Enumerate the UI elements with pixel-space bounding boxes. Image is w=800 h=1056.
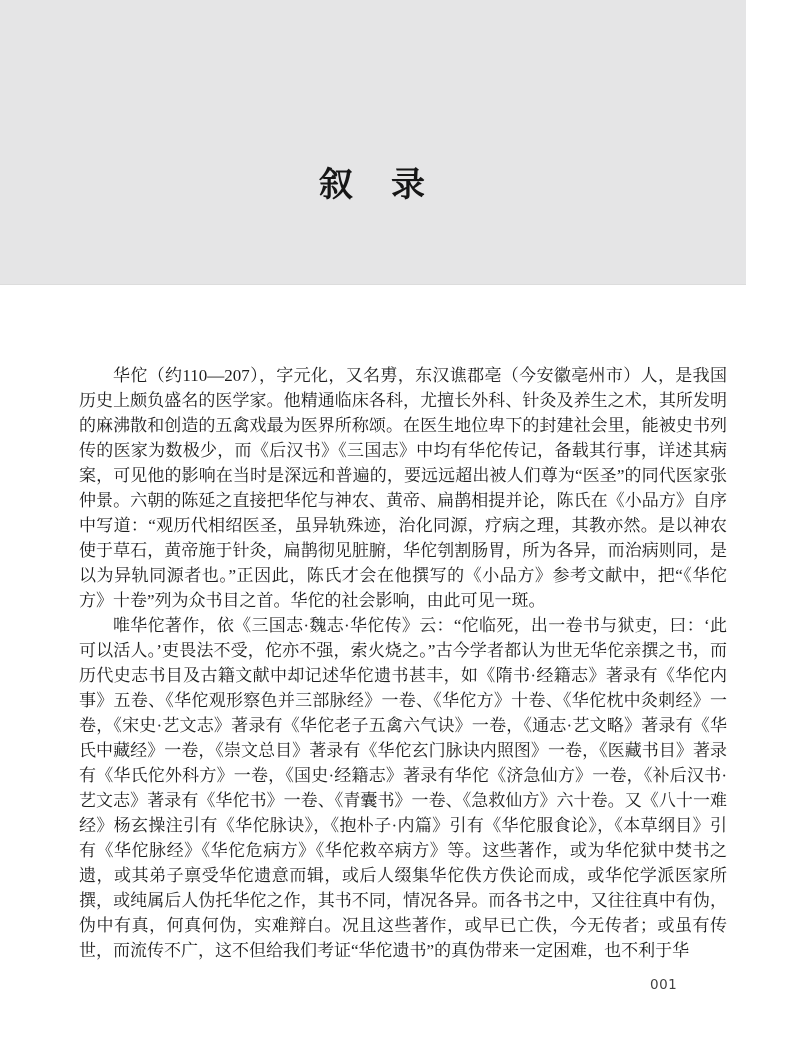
body-text	[79, 363, 727, 963]
paragraph: 华佗（约110—207），字元化，又名旉，东汉谯郡亳（今安徽亳州市）人，是我国历史上颇负盛名的医学家。他精通临床各科，尤擅长外科、针灸及养生之术，其所发明的麻沸散和创造的五禽戏最为医界所称颂。在医生地位卑下的封建社会里，能被史书列传的医家为数极少，而《后汉书》《三国志》中均有华佗传记，备载其行事，详述其病案，可见他的影响在当时是深远和普遍的，要远远超出被人们尊为“医圣”的同代医家张仲景。六朝的陈延之直接把华佗与神农、黄帝、扁鹊相提并论，陈氏在《小品方》自序中写道：“观历代相绍医圣，虽异轨殊迹，治化同源，疗病之理，其教亦然。是以神农使于草石，黄帝施于针灸，扁鹊彻见脏腑，华佗刳割肠胃，所为各异，而治病则同，是以为异轨同源者也。”正因此，陈氏才会在他撰写的《小品方》参考文献中，把“《华佗方》十卷”列为众书目之首。华佗的社会影响，由此可见一斑。	[79, 366, 727, 610]
chapter-header-band	[0, 0, 746, 285]
page-number: 001	[650, 977, 678, 993]
paragraph: 唯华佗著作，依《三国志·魏志·华佗传》云：“佗临死，出一卷书与狱吏，曰：‘此可以活人。’吏畏法不受，佗亦不强，索火烧之。”古今学者都认为世无华佗亲撰之书，而历代史志书目及古籍文献中却记述华佗遗书甚丰，如《隋书·经籍志》著录有《华佗内事》五卷、《华佗观形察色并三部脉经》一卷、《华佗方》十卷、《华佗枕中灸刺经》一卷，《宋史·艺文志》著录有《华佗老子五禽六气诀》一卷，《通志·艺文略》著录有《华氏中藏经》一卷，《崇文总目》著录有《华佗玄门脉诀内照图》一卷，《医藏书目》著录有《华氏佗外科方》一卷，《国史·经籍志》著录有华佗《济急仙方》一卷，《补后汉书·艺文志》著录有《华佗书》一卷、《青囊书》一卷、《急救仙方》六十卷。又《八十一难经》杨玄操注引有《华佗脉诀》，《抱朴子·内篇》引有《华佗服食论》，《本草纲目》引有《华佗脉经》《华佗危病方》《华佗救卒病方》等。这些著作，或为华佗狱中焚书之遗，或其弟子禀受华佗遗意而辑，或后人缀集华佗佚方佚论而成，或华佗学派医家所撰，或纯属后人伪托华佗之作，其书不同，情况各异。而各书之中，又往往真中有伪，伪中有真，何真何伪，实难辩白。况且这些著作，或早已亡佚，今无传者；或虽有传世，而流传不广，这不但给我们考证“华佗遗书”的真伪带来一定困难，也不利于华	[79, 616, 727, 960]
chapter-title: 叙 录	[319, 167, 427, 204]
